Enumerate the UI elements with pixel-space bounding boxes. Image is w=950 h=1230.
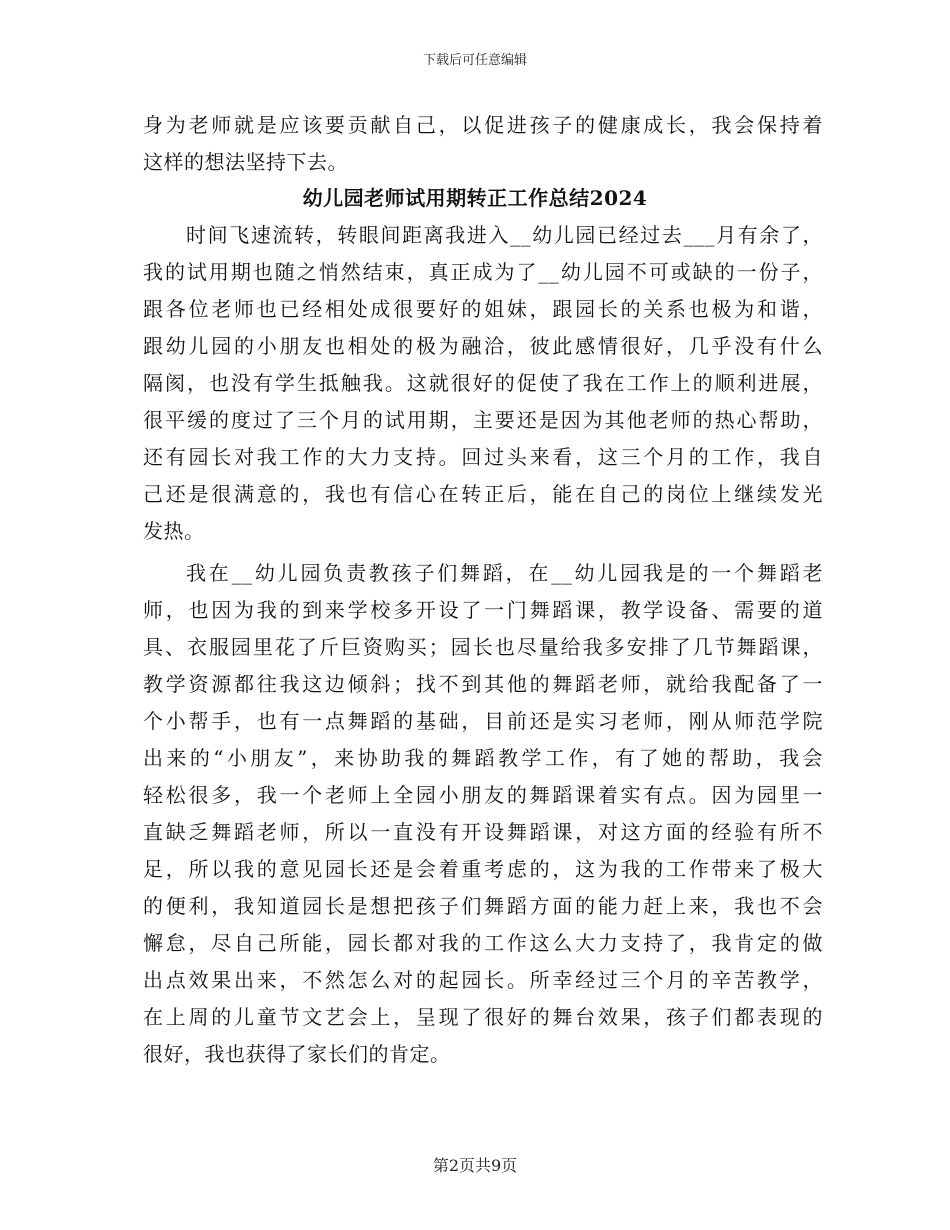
intro-line: 身为老师就是应该要贡献自己，以促进孩子的健康成长，我会保持着 (143, 113, 823, 137)
paragraph-line: 足，所以我的意见园长还是会着重考虑的，这为我的工作带来了极大 (143, 857, 823, 881)
document-title: 幼儿园老师试用期转正工作总结2024 (302, 186, 648, 210)
paragraph-line: 在上周的儿童节文艺会上，呈现了很好的舞台效果，孩子们都表现的 (143, 1005, 823, 1029)
paragraph-line: 很好，我也获得了家长们的肯定。 (143, 1042, 451, 1066)
paragraph-line: 直缺乏舞蹈老师，所以一直没有开设舞蹈课，对这方面的经验有所不 (143, 820, 823, 844)
paragraph-line: 的便利，我知道园长是想把孩子们舞蹈方面的能力赶上来，我也不会 (143, 894, 823, 918)
paragraph-line: 发热。 (143, 519, 205, 543)
paragraph-line: 我在__幼儿园负责教孩子们舞蹈，在__幼儿园我是的一个舞蹈老 (186, 561, 823, 585)
paragraph-line: 懈怠，尽自己所能，园长都对我的工作这么大力支持了，我肯定的做 (143, 931, 823, 955)
paragraph-line: 出来的“小朋友”，来协助我的舞蹈教学工作，有了她的帮助，我会 (143, 746, 823, 770)
paragraph-line: 己还是很满意的，我也有信心在转正后，能在自己的岗位上继续发光 (143, 482, 823, 506)
paragraph-line: 跟幼儿园的小朋友也相处的极为融洽，彼此感情很好，几乎没有什么 (143, 334, 823, 358)
paragraph-line: 具、衣服园里花了斤巨资购买；园长也尽量给我多安排了几节舞蹈课， (143, 635, 823, 659)
intro-line: 这样的想法坚持下去。 (143, 150, 348, 174)
paragraph-line: 教学资源都往我这边倾斜；找不到其他的舞蹈老师，就给我配备了一 (143, 672, 823, 696)
page-number: 第2页共9页 (432, 1156, 518, 1175)
paragraph-line: 还有园长对我工作的大力支持。回过头来看，这三个月的工作，我自 (143, 445, 823, 469)
paragraph-line: 隔阂，也没有学生抵触我。这就很好的促使了我在工作上的顺利进展， (143, 371, 823, 395)
page-header: 下载后可任意编辑 (422, 53, 527, 68)
paragraph-line: 时间飞速流转，转眼间距离我进入__幼儿园已经过去___月有余了， (186, 223, 823, 247)
paragraph-line: 轻松很多，我一个老师上全园小朋友的舞蹈课着实有点。因为园里一 (143, 783, 823, 807)
paragraph-line: 个小帮手，也有一点舞蹈的基础，目前还是实习老师，刚从师范学院 (143, 709, 823, 733)
paragraph-line: 师，也因为我的到来学校多开设了一门舞蹈课，教学设备、需要的道 (143, 598, 823, 622)
paragraph-line: 很平缓的度过了三个月的试用期，主要还是因为其他老师的热心帮助， (143, 408, 823, 432)
paragraph-line: 出点效果出来，不然怎么对的起园长。所幸经过三个月的辛苦教学， (143, 968, 823, 992)
paragraph-line: 我的试用期也随之悄然结束，真正成为了__幼儿园不可或缺的一份子， (143, 260, 823, 284)
paragraph-line: 跟各位老师也已经相处成很要好的姐妹，跟园长的关系也极为和谐， (143, 297, 823, 321)
